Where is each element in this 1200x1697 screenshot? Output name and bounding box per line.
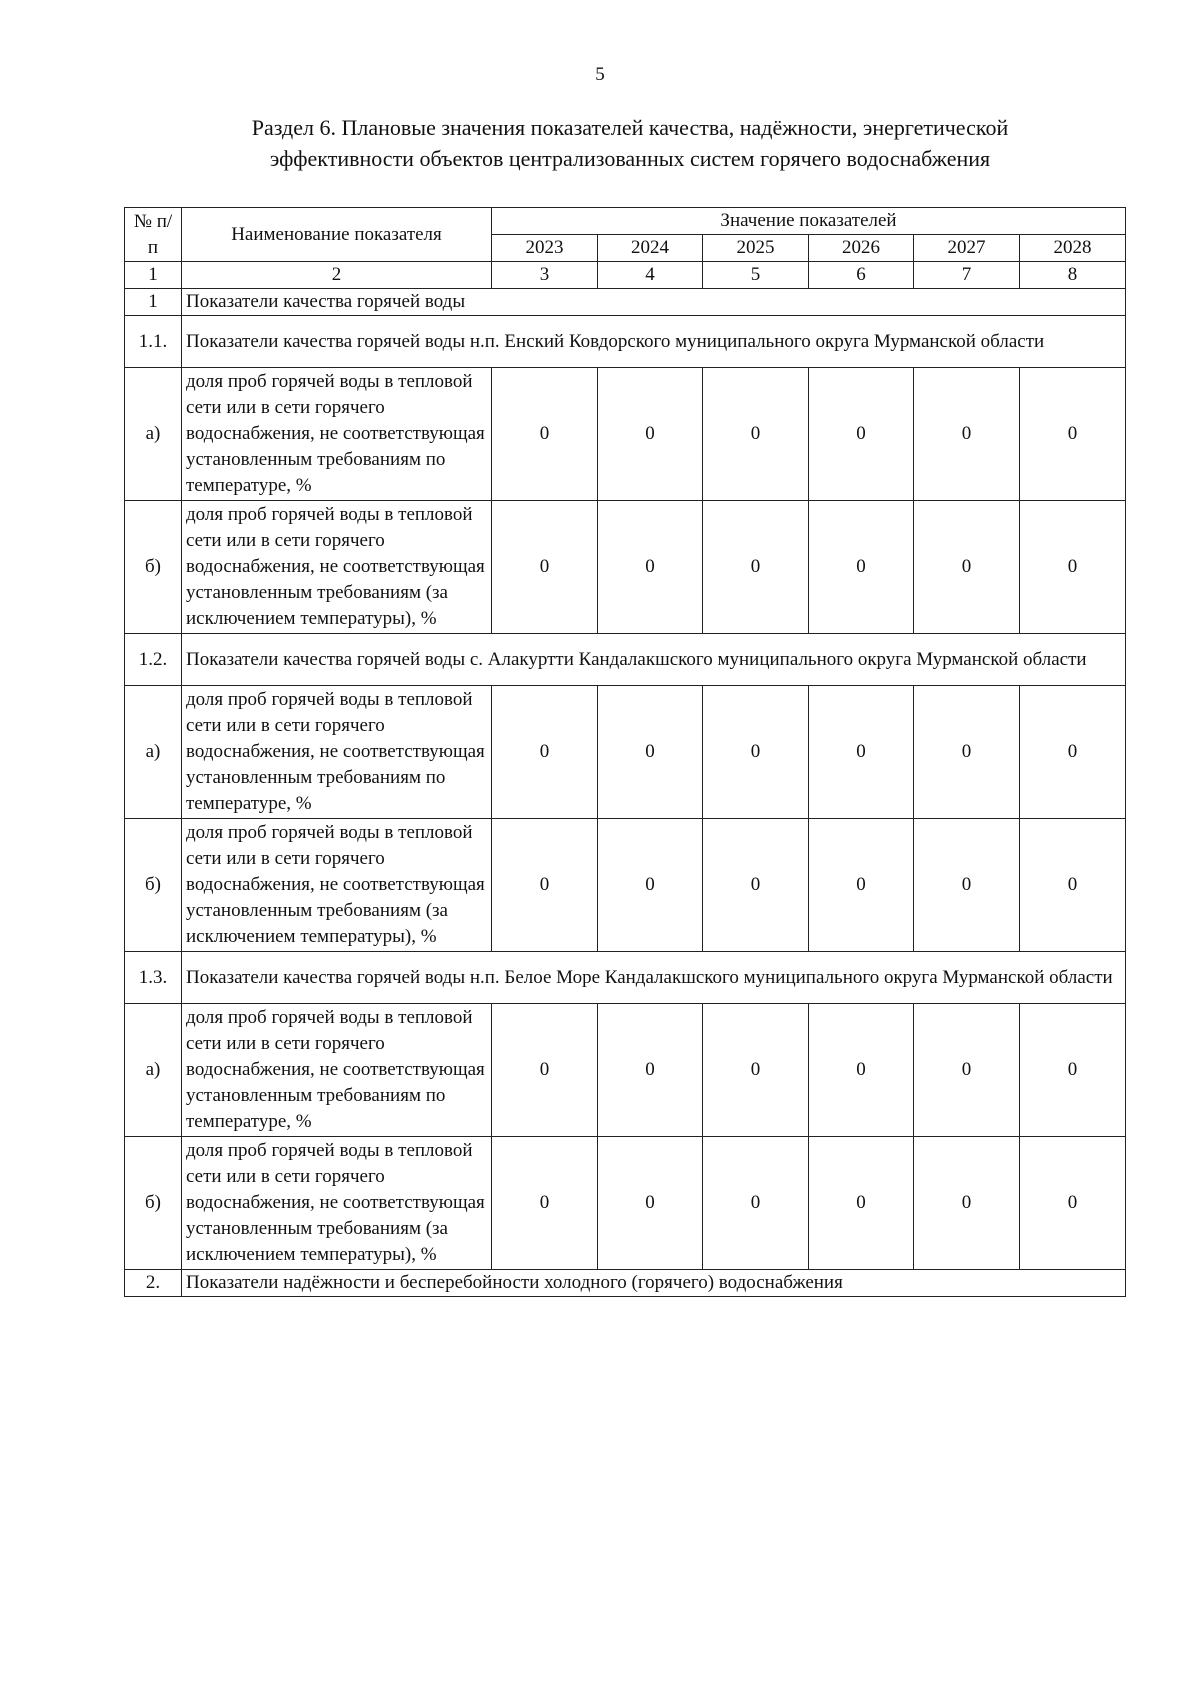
indicator-value: 0: [1020, 1137, 1126, 1270]
indicator-name: доля проб горячей воды в тепловой сети или в сети горячего водоснабжения, не соответствующая установленным требованиям по температуре, %: [182, 1004, 492, 1137]
indicator-letter: а): [125, 686, 182, 819]
indicator-value: 0: [914, 368, 1020, 501]
indicator-value: 0: [809, 368, 914, 501]
indicators-table: [124, 207, 1126, 1297]
indicator-value: 0: [703, 368, 809, 501]
section-row: [125, 289, 1126, 316]
indicator-value: 0: [598, 686, 703, 819]
indicator-row: [125, 501, 1126, 634]
indicator-row: [125, 1004, 1126, 1137]
indicator-value: 0: [1020, 1004, 1126, 1137]
page-number: 5: [595, 64, 605, 85]
indicator-name: доля проб горячей воды в тепловой сети или в сети горячего водоснабжения, не соответствующая установленным требованиям по температуре, %: [182, 686, 492, 819]
indicator-value: 0: [598, 501, 703, 634]
header-year: 2024: [598, 235, 703, 262]
indicator-value: 0: [914, 819, 1020, 952]
group-number: 1.1.: [125, 316, 182, 368]
indicator-value: 0: [703, 501, 809, 634]
indicator-value: 0: [703, 1137, 809, 1270]
indicator-value: 0: [809, 1137, 914, 1270]
group-number: 1.3.: [125, 952, 182, 1004]
header-year: 2025: [703, 235, 809, 262]
header-year: 2026: [809, 235, 914, 262]
indicator-value: 0: [914, 1004, 1020, 1137]
indicator-value: 0: [492, 501, 598, 634]
indicator-letter: а): [125, 1004, 182, 1137]
header-values: Значение показателей: [492, 208, 1126, 235]
section-row: [125, 1270, 1126, 1297]
indicator-letter: б): [125, 819, 182, 952]
indicator-value: 0: [492, 686, 598, 819]
section-title-line-2: эффективности объектов централизованных систем горячего водоснабжения: [269, 146, 991, 171]
header-year: 2027: [914, 235, 1020, 262]
indicator-value: 0: [598, 1137, 703, 1270]
group-row: [125, 952, 1126, 1004]
indicator-value: 0: [1020, 368, 1126, 501]
header-year: 2023: [492, 235, 598, 262]
section-title: [150, 112, 1110, 174]
group-title: Показатели качества горячей воды н.п. Белое Море Кандалакшского муниципального округа Мурманской области: [182, 952, 1126, 1004]
indicator-value: 0: [1020, 686, 1126, 819]
indicator-value: 0: [914, 686, 1020, 819]
section-title-cell: Показатели качества горячей воды: [182, 289, 1126, 316]
indicator-letter: б): [125, 1137, 182, 1270]
indicator-row: [125, 1137, 1126, 1270]
indicator-value: 0: [492, 1137, 598, 1270]
indicator-letter: а): [125, 368, 182, 501]
indicator-name: доля проб горячей воды в тепловой сети или в сети горячего водоснабжения, не соответствующая установленным требованиям по температуре, %: [182, 368, 492, 501]
column-index: 2: [182, 262, 492, 289]
column-index: 8: [1020, 262, 1126, 289]
indicator-value: 0: [809, 501, 914, 634]
header-num: № п/п: [125, 208, 182, 262]
indicator-value: 0: [598, 819, 703, 952]
section-title-line-1: Раздел 6. Плановые значения показателей качества, надёжности, энергетической: [251, 115, 1009, 140]
group-title: Показатели качества горячей воды с. Алакуртти Кандалакшского муниципального округа Мурманской области: [182, 634, 1126, 686]
indicator-value: 0: [809, 686, 914, 819]
column-index: 3: [492, 262, 598, 289]
indicator-value: 0: [598, 1004, 703, 1137]
section-number: 2.: [125, 1270, 182, 1297]
group-row: [125, 634, 1126, 686]
indicator-row: [125, 819, 1126, 952]
indicator-value: 0: [492, 1004, 598, 1137]
column-index: 7: [914, 262, 1020, 289]
header-row-1: [125, 208, 1126, 235]
section-title-cell: Показатели надёжности и бесперебойности холодного (горячего) водоснабжения: [182, 1270, 1126, 1297]
header-name: Наименование показателя: [182, 208, 492, 262]
indicator-value: 0: [703, 1004, 809, 1137]
group-title: Показатели качества горячей воды н.п. Енский Ковдорского муниципального округа Мурманской области: [182, 316, 1126, 368]
indicator-name: доля проб горячей воды в тепловой сети или в сети горячего водоснабжения, не соответствующая установленным требованиям (за исключением температуры), %: [182, 819, 492, 952]
indicator-value: 0: [914, 501, 1020, 634]
indicator-value: 0: [1020, 501, 1126, 634]
indicator-row: [125, 368, 1126, 501]
column-index-row: [125, 262, 1126, 289]
indicator-value: 0: [598, 368, 703, 501]
indicator-value: 0: [703, 819, 809, 952]
column-index: 6: [809, 262, 914, 289]
indicator-value: 0: [809, 819, 914, 952]
indicator-value: 0: [492, 368, 598, 501]
header-year: 2028: [1020, 235, 1126, 262]
section-number: 1: [125, 289, 182, 316]
column-index: 5: [703, 262, 809, 289]
column-index: 4: [598, 262, 703, 289]
indicator-row: [125, 686, 1126, 819]
indicator-letter: б): [125, 501, 182, 634]
indicator-value: 0: [703, 686, 809, 819]
indicator-value: 0: [809, 1004, 914, 1137]
column-index: 1: [125, 262, 182, 289]
group-row: [125, 316, 1126, 368]
indicator-value: 0: [492, 819, 598, 952]
indicator-name: доля проб горячей воды в тепловой сети или в сети горячего водоснабжения, не соответствующая установленным требованиям (за исключением температуры), %: [182, 1137, 492, 1270]
indicator-name: доля проб горячей воды в тепловой сети или в сети горячего водоснабжения, не соответствующая установленным требованиям (за исключением температуры), %: [182, 501, 492, 634]
group-number: 1.2.: [125, 634, 182, 686]
indicator-value: 0: [914, 1137, 1020, 1270]
indicator-value: 0: [1020, 819, 1126, 952]
